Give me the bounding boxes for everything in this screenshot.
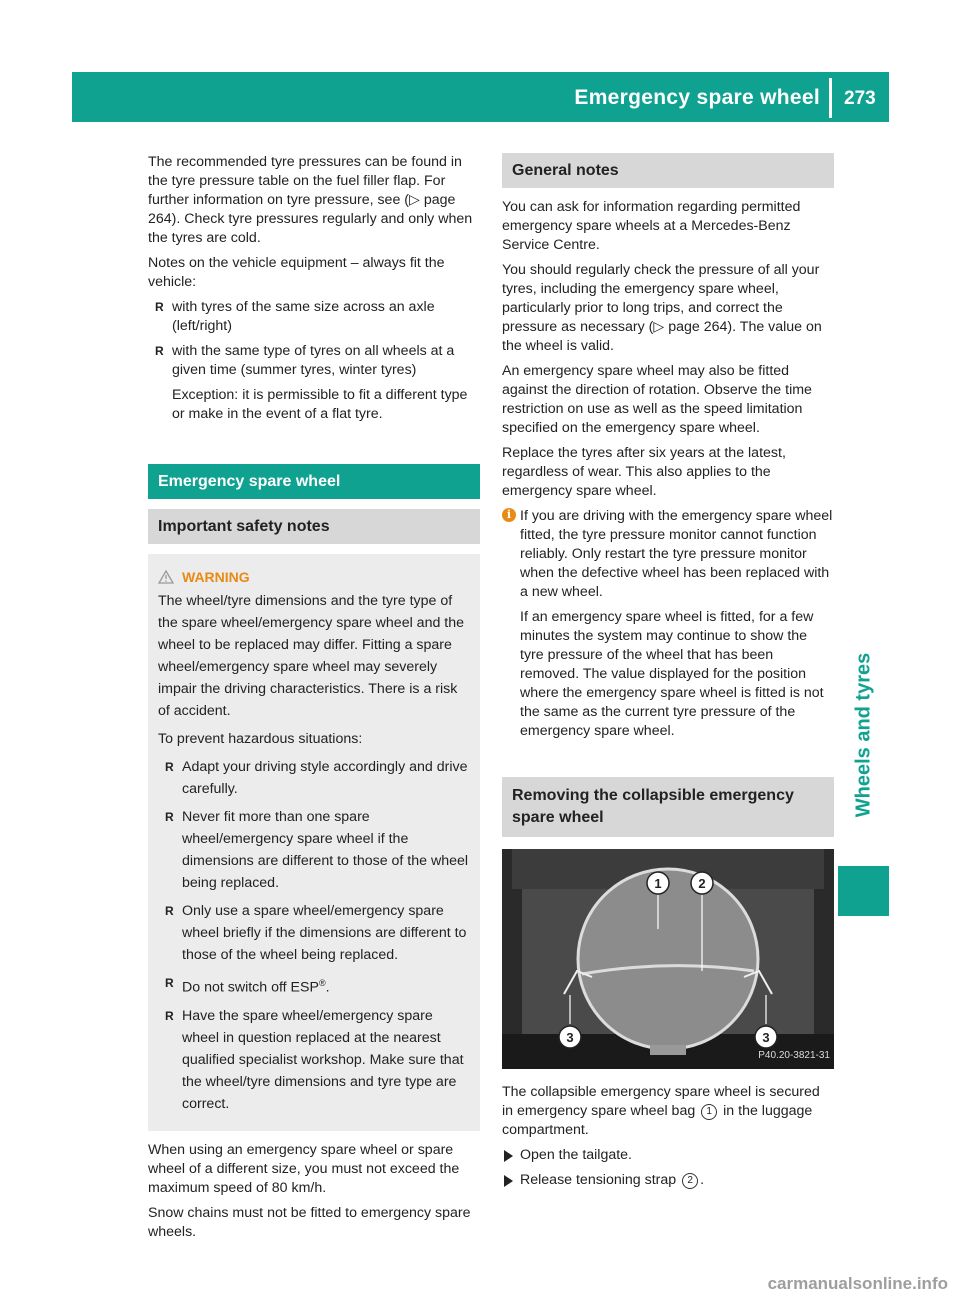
page-number: 273 [844,88,876,109]
svg-text:3: 3 [566,1030,574,1045]
info-icon: i [502,508,516,522]
step-item: Release tensioning strap 2 . [502,1171,834,1190]
esp-tail: . [325,979,330,996]
exception-note: Exception: it is permissible to fit a different type or make in the event of a flat tyre. [172,387,468,422]
callout-ref: 1 [701,1104,717,1120]
page-title: Emergency spare wheel [574,86,820,109]
header-divider [829,78,832,118]
info-paragraph: If an emergency spare wheel is fitted, for a few minutes the system may continue to show the tyre pressure of the wheel that has been removed. The value displayed for the position where the emergency spare wheel is fitted is not the same as the current tyre pressure of the emergency spare wheel. [520,609,824,739]
svg-text:3: 3 [762,1030,770,1045]
callout-2 [691,872,713,894]
subsection-heading: Important safety notes [148,509,480,544]
outro-paragraph: Snow chains must not be fitted to emergency spare wheels. [148,1204,471,1240]
left-column [148,153,480,1248]
warning-paragraph: The wheel/tyre dimensions and the tyre type of the spare wheel/emergency spare wheel and the wheel to be replaced may differ. Fitting a spare wheel/emergency spare wheel may severely impair the driving characteristics. There is a risk of accident. [158,593,465,719]
paragraph: An emergency spare wheel may also be fitted against the direction of rotation. Observe the time restriction on use as well as the speed limitation specified on the emergency spare wheel. [502,363,812,436]
list-item: R Adapt your driving style accordingly and drive carefully. [158,756,470,800]
paragraph: You can ask for information regarding permitted emergency spare wheels at a Mercedes-Benz Service Centre. [502,199,801,253]
section-heading: Emergency spare wheel [148,464,480,499]
sidebar-chapter-label: Wheels and tyres [852,652,874,818]
subsection-heading: Removing the collapsible emergency spare wheel [502,777,834,837]
registered-mark: ® [318,978,326,988]
outro-paragraph: When using an emergency spare wheel or spare wheel of a different size, you must not exceed the maximum speed of 80 km/h. [148,1141,460,1196]
intro-paragraph: The recommended tyre pressures can be found in the tyre pressure table on the fuel filler flap. For further information on tyre pressure, see (▷ page 264). Check tyre pressures regularly and only when the tyres are cold. [148,154,473,246]
spare-wheel-illustration [502,849,834,1069]
list-item: R with the same type of tyres on all wheels at a given time (summer tyres, winter tyres) [148,342,480,380]
list-item: R with tyres of the same size across an axle (left/right) [148,298,480,336]
warning-triangle-icon [158,570,174,584]
svg-text:2: 2 [698,876,706,891]
callout-1 [647,872,669,894]
intro-paragraph: Notes on the vehicle equipment – always fit the vehicle: [148,255,445,290]
paragraph: You should regularly check the pressure of all your tyres, including the emergency spare wheel, particularly prior to long trips, and correct the pressure as necessary (▷ page 264). The value on the wheel is valid. [502,262,822,354]
warning-header [158,566,470,588]
sidebar-chapter-marker [838,866,889,916]
step-item: Open the tailgate. [502,1146,834,1165]
warning-label: WARNING [182,569,250,585]
warning-paragraph: To prevent hazardous situations: [158,731,363,747]
figure-code: P40.20-3821-31 [758,1050,830,1061]
subsection-heading: General notes [502,153,834,188]
right-column [502,153,834,1196]
paragraph: Replace the tyres after six years at the latest, regardless of wear. This also applies to the emergency spare wheel. [502,445,786,499]
callout-3-right [755,1026,777,1048]
list-item [158,972,470,999]
svg-text:1: 1 [654,876,662,891]
esp-text: Do not switch off ESP [182,979,319,996]
list-item: R Only use a spare wheel/emergency spare wheel briefly if the dimensions are different to those of the wheel being replaced. [158,900,470,966]
watermark: carmanualsonline.info [767,1274,948,1293]
luggage-compartment-figure [502,849,834,1069]
callout-ref: 2 [682,1173,698,1189]
figure-caption: The collapsible emergency spare wheel is secured in emergency spare wheel bag 1 in the luggage compartment. [502,1084,820,1138]
info-note [502,507,834,741]
warning-box [148,554,480,1131]
list-item: R Have the spare wheel/emergency spare wheel in question replaced at the nearest qualified specialist workshop. Make sure that the wheel/tyre dimensions and tyre type are correct. [158,1005,470,1115]
info-paragraph: If you are driving with the emergency spare wheel fitted, the tyre pressure monitor cannot function reliably. Only restart the tyre pressure monitor when the defective wheel has been replaced with a new wheel. [520,508,833,600]
list-item: R Never fit more than one spare wheel/emergency spare wheel if the dimensions are different to those of the wheel being replaced. [158,806,470,894]
callout-3-left [559,1026,581,1048]
